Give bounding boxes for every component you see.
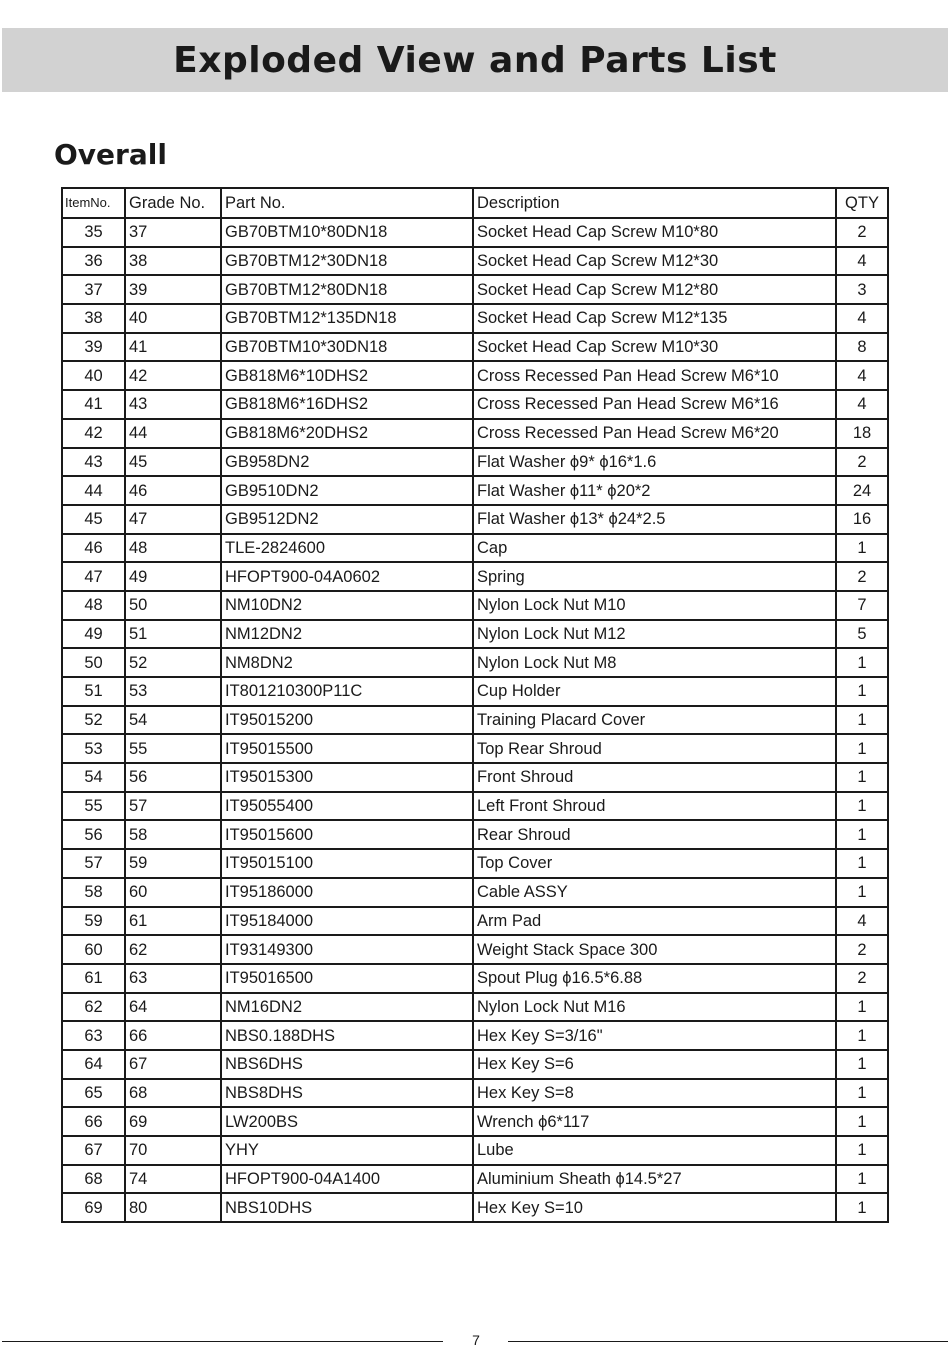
table-row — [62, 993, 888, 1022]
qty-cell: 2 — [836, 964, 888, 993]
grade-no-cell: 45 — [125, 448, 221, 477]
table-row — [62, 562, 888, 591]
table-row — [62, 849, 888, 878]
grade-no-cell: 48 — [125, 534, 221, 563]
description-cell: Aluminium Sheath ϕ14.5*27 — [473, 1165, 836, 1194]
description-cell: Rear Shroud — [473, 820, 836, 849]
part-no-cell: GB958DN2 — [221, 448, 473, 477]
item-no-cell: 38 — [62, 304, 125, 333]
title-bar — [2, 28, 948, 92]
qty-cell: 1 — [836, 648, 888, 677]
description-cell: Cup Holder — [473, 677, 836, 706]
qty-cell: 8 — [836, 333, 888, 362]
item-no-cell: 50 — [62, 648, 125, 677]
part-no-cell: GB818M6*20DHS2 — [221, 419, 473, 448]
grade-no-cell: 44 — [125, 419, 221, 448]
table-row — [62, 247, 888, 276]
qty-cell: 5 — [836, 620, 888, 649]
grade-no-cell: 69 — [125, 1107, 221, 1136]
grade-no-cell: 41 — [125, 333, 221, 362]
grade-no-cell: 62 — [125, 935, 221, 964]
grade-no-cell: 60 — [125, 878, 221, 907]
description-cell: Training Placard Cover — [473, 706, 836, 735]
item-no-cell: 47 — [62, 562, 125, 591]
grade-no-cell: 66 — [125, 1021, 221, 1050]
part-no-cell: IT95015100 — [221, 849, 473, 878]
description-cell: Nylon Lock Nut M10 — [473, 591, 836, 620]
part-no-cell: NBS8DHS — [221, 1079, 473, 1108]
table-row — [62, 763, 888, 792]
grade-no-cell: 46 — [125, 476, 221, 505]
grade-no-cell: 70 — [125, 1136, 221, 1165]
description-cell: Cross Recessed Pan Head Screw M6*20 — [473, 419, 836, 448]
description-cell: Spout Plug ϕ16.5*6.88 — [473, 964, 836, 993]
qty-cell: 24 — [836, 476, 888, 505]
item-no-cell: 39 — [62, 333, 125, 362]
part-no-cell: NM12DN2 — [221, 620, 473, 649]
part-no-cell: GB818M6*10DHS2 — [221, 361, 473, 390]
qty-cell: 7 — [836, 591, 888, 620]
description-cell: Top Rear Shroud — [473, 734, 836, 763]
qty-cell: 1 — [836, 820, 888, 849]
grade-no-cell: 63 — [125, 964, 221, 993]
grade-no-cell: 47 — [125, 505, 221, 534]
grade-no-cell: 56 — [125, 763, 221, 792]
qty-cell: 1 — [836, 1079, 888, 1108]
description-cell: Front Shroud — [473, 763, 836, 792]
qty-cell: 1 — [836, 878, 888, 907]
description-cell: Arm Pad — [473, 907, 836, 936]
header-description: Description — [473, 188, 836, 218]
table-row — [62, 734, 888, 763]
qty-cell: 1 — [836, 849, 888, 878]
item-no-cell: 37 — [62, 275, 125, 304]
grade-no-cell: 55 — [125, 734, 221, 763]
grade-no-cell: 58 — [125, 820, 221, 849]
table-row — [62, 820, 888, 849]
item-no-cell: 62 — [62, 993, 125, 1022]
part-no-cell: IT95055400 — [221, 792, 473, 821]
grade-no-cell: 49 — [125, 562, 221, 591]
grade-no-cell: 51 — [125, 620, 221, 649]
item-no-cell: 57 — [62, 849, 125, 878]
part-no-cell: IT95015300 — [221, 763, 473, 792]
qty-cell: 4 — [836, 361, 888, 390]
item-no-cell: 44 — [62, 476, 125, 505]
item-no-cell: 36 — [62, 247, 125, 276]
table-row — [62, 304, 888, 333]
item-no-cell: 41 — [62, 390, 125, 419]
page-title: Exploded View and Parts List — [173, 39, 777, 81]
item-no-cell: 46 — [62, 534, 125, 563]
grade-no-cell: 61 — [125, 907, 221, 936]
qty-cell: 1 — [836, 1021, 888, 1050]
item-no-cell: 35 — [62, 218, 125, 247]
qty-cell: 1 — [836, 993, 888, 1022]
description-cell: Hex Key S=10 — [473, 1193, 836, 1222]
grade-no-cell: 68 — [125, 1079, 221, 1108]
part-no-cell: IT95015200 — [221, 706, 473, 735]
qty-cell: 1 — [836, 792, 888, 821]
description-cell: Left Front Shroud — [473, 792, 836, 821]
table-row — [62, 390, 888, 419]
item-no-cell: 45 — [62, 505, 125, 534]
table-row — [62, 591, 888, 620]
description-cell: Weight Stack Space 300 — [473, 935, 836, 964]
item-no-cell: 52 — [62, 706, 125, 735]
item-no-cell: 42 — [62, 419, 125, 448]
grade-no-cell: 52 — [125, 648, 221, 677]
table-row — [62, 1193, 888, 1222]
description-cell: Socket Head Cap Screw M12*80 — [473, 275, 836, 304]
qty-cell: 1 — [836, 1050, 888, 1079]
description-cell: Nylon Lock Nut M16 — [473, 993, 836, 1022]
table-row — [62, 620, 888, 649]
header-grade-no: Grade No. — [125, 188, 221, 218]
qty-cell: 4 — [836, 247, 888, 276]
description-cell: Nylon Lock Nut M12 — [473, 620, 836, 649]
description-cell: Socket Head Cap Screw M10*80 — [473, 218, 836, 247]
table-row — [62, 677, 888, 706]
part-no-cell: GB70BTM10*80DN18 — [221, 218, 473, 247]
description-cell: Cross Recessed Pan Head Screw M6*10 — [473, 361, 836, 390]
table-row — [62, 1165, 888, 1194]
description-cell: Top Cover — [473, 849, 836, 878]
qty-cell: 1 — [836, 706, 888, 735]
qty-cell: 2 — [836, 935, 888, 964]
grade-no-cell: 38 — [125, 247, 221, 276]
item-no-cell: 58 — [62, 878, 125, 907]
table-row — [62, 648, 888, 677]
footer-rule-left — [2, 1341, 443, 1342]
grade-no-cell: 42 — [125, 361, 221, 390]
item-no-cell: 51 — [62, 677, 125, 706]
description-cell: Flat Washer ϕ13* ϕ24*2.5 — [473, 505, 836, 534]
qty-cell: 1 — [836, 1136, 888, 1165]
item-no-cell: 43 — [62, 448, 125, 477]
qty-cell: 18 — [836, 419, 888, 448]
grade-no-cell: 57 — [125, 792, 221, 821]
part-no-cell: TLE-2824600 — [221, 534, 473, 563]
grade-no-cell: 54 — [125, 706, 221, 735]
item-no-cell: 63 — [62, 1021, 125, 1050]
grade-no-cell: 50 — [125, 591, 221, 620]
part-no-cell: GB70BTM12*80DN18 — [221, 275, 473, 304]
table-row — [62, 275, 888, 304]
qty-cell: 1 — [836, 1107, 888, 1136]
qty-cell: 16 — [836, 505, 888, 534]
table-row — [62, 706, 888, 735]
item-no-cell: 68 — [62, 1165, 125, 1194]
grade-no-cell: 39 — [125, 275, 221, 304]
description-cell: Lube — [473, 1136, 836, 1165]
description-cell: Socket Head Cap Screw M12*135 — [473, 304, 836, 333]
part-no-cell: IT93149300 — [221, 935, 473, 964]
grade-no-cell: 40 — [125, 304, 221, 333]
description-cell: Socket Head Cap Screw M12*30 — [473, 247, 836, 276]
table-row — [62, 505, 888, 534]
part-no-cell: NM8DN2 — [221, 648, 473, 677]
table-row — [62, 964, 888, 993]
qty-cell: 1 — [836, 534, 888, 563]
description-cell: Hex Key S=6 — [473, 1050, 836, 1079]
grade-no-cell: 74 — [125, 1165, 221, 1194]
part-no-cell: GB70BTM10*30DN18 — [221, 333, 473, 362]
part-no-cell: HFOPT900-04A1400 — [221, 1165, 473, 1194]
description-cell: Flat Washer ϕ9* ϕ16*1.6 — [473, 448, 836, 477]
qty-cell: 1 — [836, 734, 888, 763]
item-no-cell: 69 — [62, 1193, 125, 1222]
item-no-cell: 48 — [62, 591, 125, 620]
item-no-cell: 64 — [62, 1050, 125, 1079]
qty-cell: 1 — [836, 677, 888, 706]
qty-cell: 4 — [836, 907, 888, 936]
table-row — [62, 1079, 888, 1108]
qty-cell: 4 — [836, 390, 888, 419]
grade-no-cell: 53 — [125, 677, 221, 706]
item-no-cell: 56 — [62, 820, 125, 849]
table-row — [62, 907, 888, 936]
table-header-row — [62, 188, 888, 218]
part-no-cell: GB818M6*16DHS2 — [221, 390, 473, 419]
table-row — [62, 361, 888, 390]
description-cell: Cap — [473, 534, 836, 563]
table-row — [62, 419, 888, 448]
item-no-cell: 59 — [62, 907, 125, 936]
part-no-cell: GB9510DN2 — [221, 476, 473, 505]
grade-no-cell: 59 — [125, 849, 221, 878]
description-cell: Socket Head Cap Screw M10*30 — [473, 333, 836, 362]
footer-rule-right — [508, 1341, 948, 1342]
item-no-cell: 67 — [62, 1136, 125, 1165]
table-row — [62, 333, 888, 362]
qty-cell: 1 — [836, 1165, 888, 1194]
description-cell: Cable ASSY — [473, 878, 836, 907]
part-no-cell: IT95015600 — [221, 820, 473, 849]
table-row — [62, 534, 888, 563]
description-cell: Spring — [473, 562, 836, 591]
item-no-cell: 53 — [62, 734, 125, 763]
table-row — [62, 476, 888, 505]
part-no-cell: IT801210300P11C — [221, 677, 473, 706]
part-no-cell: IT95184000 — [221, 907, 473, 936]
grade-no-cell: 67 — [125, 1050, 221, 1079]
qty-cell: 4 — [836, 304, 888, 333]
description-cell: Hex Key S=8 — [473, 1079, 836, 1108]
header-qty: QTY — [836, 188, 888, 218]
page-number: 7 — [472, 1332, 480, 1348]
table-row — [62, 218, 888, 247]
item-no-cell: 40 — [62, 361, 125, 390]
part-no-cell: YHY — [221, 1136, 473, 1165]
part-no-cell: IT95186000 — [221, 878, 473, 907]
description-cell: Hex Key S=3/16" — [473, 1021, 836, 1050]
part-no-cell: GB70BTM12*135DN18 — [221, 304, 473, 333]
description-cell: Nylon Lock Nut M8 — [473, 648, 836, 677]
description-cell: Flat Washer ϕ11* ϕ20*2 — [473, 476, 836, 505]
item-no-cell: 66 — [62, 1107, 125, 1136]
grade-no-cell: 64 — [125, 993, 221, 1022]
header-item-no: ItemNo. — [62, 188, 125, 218]
part-no-cell: HFOPT900-04A0602 — [221, 562, 473, 591]
part-no-cell: NBS6DHS — [221, 1050, 473, 1079]
item-no-cell: 54 — [62, 763, 125, 792]
table-row — [62, 792, 888, 821]
parts-table — [61, 187, 889, 1223]
grade-no-cell: 80 — [125, 1193, 221, 1222]
part-no-cell: NM16DN2 — [221, 993, 473, 1022]
part-no-cell: GB70BTM12*30DN18 — [221, 247, 473, 276]
section-title: Overall — [54, 138, 167, 171]
header-part-no: Part No. — [221, 188, 473, 218]
part-no-cell: IT95016500 — [221, 964, 473, 993]
item-no-cell: 65 — [62, 1079, 125, 1108]
item-no-cell: 60 — [62, 935, 125, 964]
grade-no-cell: 43 — [125, 390, 221, 419]
description-cell: Cross Recessed Pan Head Screw M6*16 — [473, 390, 836, 419]
table-row — [62, 1107, 888, 1136]
item-no-cell: 49 — [62, 620, 125, 649]
grade-no-cell: 37 — [125, 218, 221, 247]
parts-table-body — [62, 218, 888, 1222]
item-no-cell: 55 — [62, 792, 125, 821]
part-no-cell: IT95015500 — [221, 734, 473, 763]
table-row — [62, 448, 888, 477]
part-no-cell: GB9512DN2 — [221, 505, 473, 534]
table-row — [62, 935, 888, 964]
item-no-cell: 61 — [62, 964, 125, 993]
qty-cell: 2 — [836, 448, 888, 477]
qty-cell: 2 — [836, 562, 888, 591]
qty-cell: 2 — [836, 218, 888, 247]
part-no-cell: NM10DN2 — [221, 591, 473, 620]
description-cell: Wrench ϕ6*117 — [473, 1107, 836, 1136]
qty-cell: 1 — [836, 763, 888, 792]
table-row — [62, 878, 888, 907]
part-no-cell: NBS10DHS — [221, 1193, 473, 1222]
part-no-cell: LW200BS — [221, 1107, 473, 1136]
part-no-cell: NBS0.188DHS — [221, 1021, 473, 1050]
qty-cell: 3 — [836, 275, 888, 304]
table-row — [62, 1050, 888, 1079]
table-row — [62, 1136, 888, 1165]
qty-cell: 1 — [836, 1193, 888, 1222]
table-row — [62, 1021, 888, 1050]
